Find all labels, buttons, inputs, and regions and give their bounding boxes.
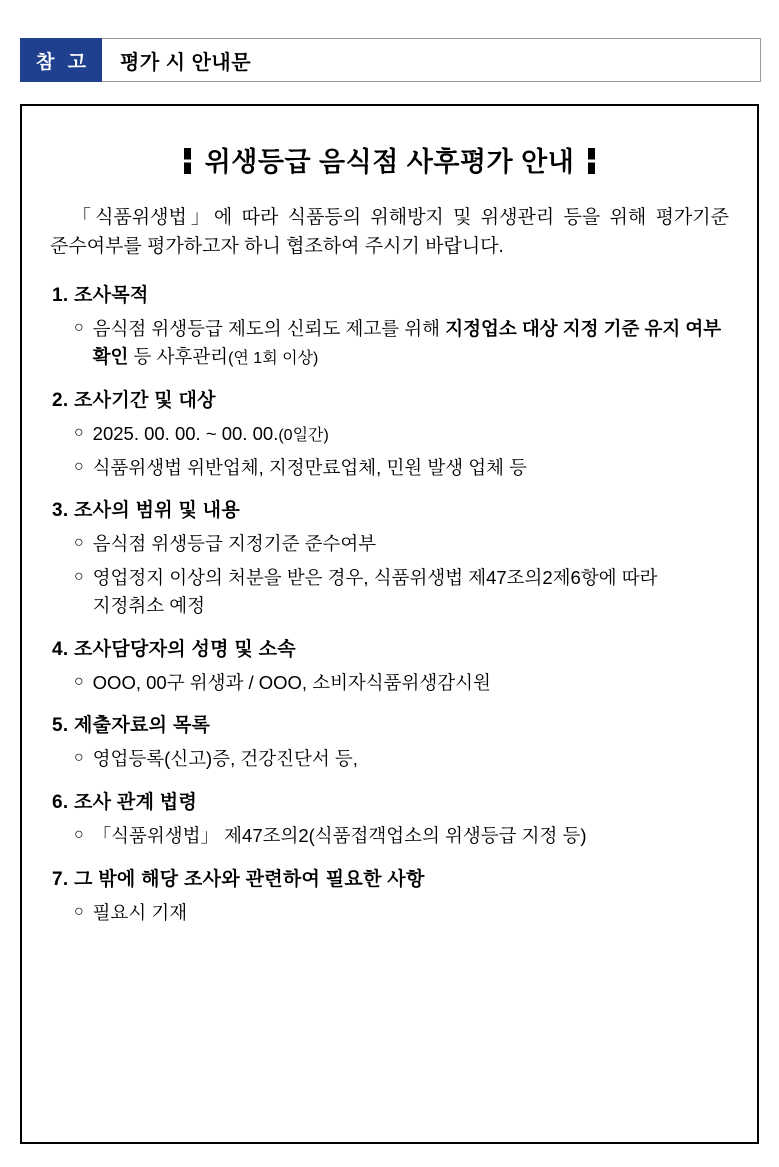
notice-section — [48, 495, 731, 619]
bullet-text — [93, 745, 731, 773]
section-heading: 4. 조사담당자의 성명 및 소속 — [52, 638, 296, 660]
section-bullet — [74, 669, 731, 697]
bullet-text — [93, 454, 731, 482]
intro-paragraph — [50, 203, 729, 262]
bullet-text-emphasis: 지정업소 대상 지정 기준 유지 여부 확인 — [92, 317, 722, 367]
notice-section — [48, 634, 731, 697]
section-bullet — [74, 454, 731, 482]
bullet-text-lead: 음식점 위생등급 제도의 신뢰도 제고를 위해 — [92, 317, 446, 339]
section-heading: 6. 조사 관계 법령 — [52, 792, 198, 814]
page-title: 평가 시 안내문 — [120, 51, 252, 74]
sections-container — [48, 280, 731, 927]
bullet-text — [93, 315, 731, 371]
bullet-marker-icon: ○ — [74, 749, 84, 767]
section-heading: 7. 그 밖에 해당 조사와 관련하여 필요한 사항 — [52, 868, 425, 890]
bullet-marker-icon: ○ — [74, 534, 84, 552]
bullet-marker-icon: ○ — [74, 457, 84, 475]
intro-line-2: 평가기준 준수여부를 평가하고자 하니 협조하여 주시기 바랍니다. — [50, 207, 729, 258]
bullet-marker-icon: ○ — [74, 902, 84, 920]
document-title — [48, 140, 731, 179]
section-heading: 5. 제출자료의 목록 — [52, 715, 211, 737]
title-bar-right-icon — [588, 148, 595, 174]
notice-section — [48, 385, 731, 482]
notice-section — [48, 710, 731, 773]
section-bullet — [74, 315, 731, 371]
notice-section — [48, 864, 731, 927]
bullet-text — [93, 564, 731, 620]
notice-section — [48, 280, 731, 371]
bullet-marker-icon: ○ — [74, 318, 84, 336]
title-bar-left-icon — [184, 148, 191, 174]
intro-line-1: 「식품위생법」에 따라 식품등의 위해방지 및 위생관리 등을 위해 — [68, 207, 647, 228]
bullet-marker-icon: ○ — [74, 826, 84, 844]
bullet-text-lead: OOO, 00구 위생과 / OOO, 소비자식품위생감시원 — [92, 671, 491, 693]
section-bullet — [74, 420, 731, 448]
bullet-text-lead: 「식품위생법」 제47조의2(식품접객업소의 위생등급 지정 등) — [92, 825, 587, 847]
bullet-marker-icon: ○ — [74, 568, 84, 586]
bullet-text-lead: 필요시 기재 — [92, 901, 188, 923]
section-bullet — [74, 745, 731, 773]
bullet-text-note: (연 1회 이상) — [228, 349, 319, 367]
section-bullet — [74, 822, 731, 850]
section-heading: 2. 조사기간 및 대상 — [52, 389, 216, 411]
bullet-text — [93, 669, 731, 697]
notice-section — [48, 787, 731, 850]
reference-header — [20, 38, 761, 82]
section-bullet — [74, 564, 731, 620]
header-title-box — [102, 38, 761, 82]
bullet-text-lead: 2025. 00. 00. ~ 00. 00. — [92, 422, 279, 444]
bullet-text-lead: 음식점 위생등급 지정기준 준수여부 — [92, 533, 377, 555]
bullet-marker-icon: ○ — [74, 672, 84, 690]
reference-badge: 참 고 — [20, 38, 102, 82]
bullet-text-lead: 영업정지 이상의 처분을 받은 경우, 식품위생법 제47조의2제6항에 따라 지정취소 예정 — [92, 567, 658, 616]
bullet-text-trail: 등 사후관리 — [128, 345, 229, 367]
notice-content-box — [20, 104, 759, 1144]
bullet-marker-icon: ○ — [74, 423, 84, 441]
document-title-text: 위생등급 음식점 사후평가 안내 — [204, 147, 575, 177]
bullet-text-lead: 식품위생법 위반업체, 지정만료업체, 민원 발생 업체 등 — [92, 456, 527, 478]
bullet-text-lead: 영업등록(신고)증, 건강진단서 등, — [92, 748, 358, 770]
bullet-text — [93, 530, 731, 558]
bullet-text — [93, 822, 731, 850]
bullet-text — [93, 420, 731, 448]
bullet-text — [93, 899, 731, 927]
section-bullet — [74, 530, 731, 558]
section-heading: 1. 조사목적 — [52, 284, 149, 306]
section-bullet — [74, 899, 731, 927]
bullet-text-note: (0일간) — [278, 426, 329, 444]
section-heading: 3. 조사의 범위 및 내용 — [52, 500, 240, 522]
